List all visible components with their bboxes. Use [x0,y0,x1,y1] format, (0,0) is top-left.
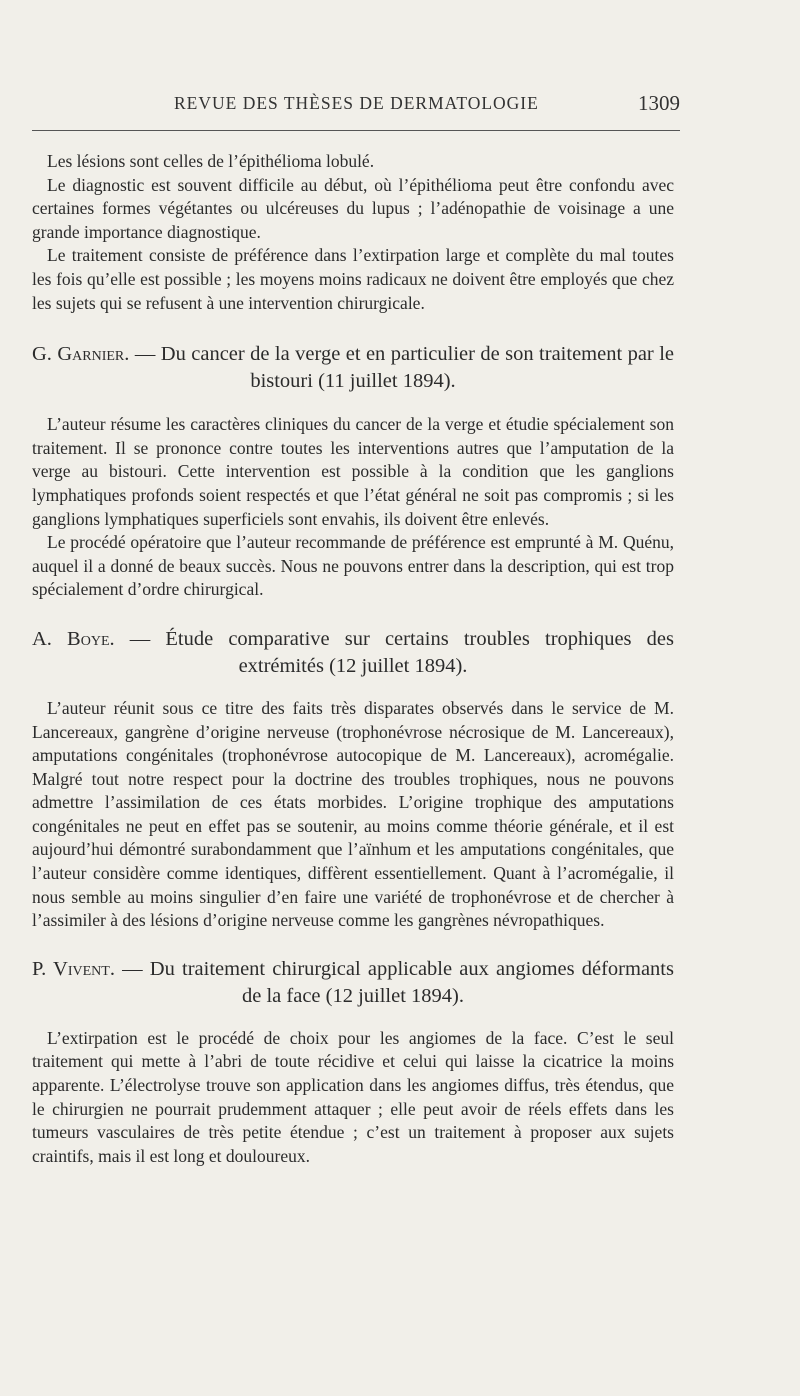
intro-paragraph-1: Les lésions sont celles de l’épithélioma lobulé. [47,151,375,171]
article-heading-vivent [32,956,674,1010]
article-author: A. Boye. [32,627,115,650]
article-heading-boye [32,626,674,680]
article-title: — Du traitement chirurgical applicable aux angiomes déformants de la face (12 juillet 1894). [114,957,674,1007]
header-rule [32,130,680,131]
article-author: G. Garnier. [32,343,130,366]
article-paragraph: L’extirpation est le procédé de choix pour les angiomes de la face. C’est le seul traitement qui mette à l’abri de toute récidive et celui qui laisse la cicatrice la moins apparente. L’électrolyse trouve son application dans les angiomes diffus, très étendus, que le chirurgien ne pourrait prudemment attaquer ; elle peut avoir de réels effets dans les tumeurs vasculaires de très petite étendue ; c’est un traitement à proposer aux sujets craintifs, mais il est long et douloureux. [32,1027,674,1166]
article-paragraph: L’auteur réunit sous ce titre des faits très disparates observés dans le service de M. Lancereaux, gangrène d’origine nerveuse (trophonévrose nécrosique de M. Lancereaux), amputations congénitales (trophonévrose autocopique de M. Lancereaux), acromégalie. Malgré tout notre respect pour la doctrine des troubles trophiques, nous ne pouvons admettre l’assimilation de ces états morbides. L’origine trophique des amputations congénitales ne peut en effet pas se soutenir, au moins comme théorie générale, et il est aujourd’hui démontré surabondamment que l’aïnhum et les amputations congénitales, que l’auteur considère comme identiques, diffèrent essentiellement. Quant à l’acromégalie, il nous semble au moins singulier d’en faire une variété de trophonévrose et de chercher à l’assimiler à des lésions d’origine nerveuse comme les gangrènes névropathiques. [32,697,674,931]
article-title: — Du cancer de la verge et en particulier de son traitement par le bistouri (11 juillet 1894). [129,343,674,393]
page-body [32,150,674,1168]
page-header [32,93,680,121]
intro-paragraph-3: Le traitement consiste de préférence dans l’extirpation large et complète du mal toutes les fois qu’elle est possible ; les moyens moins radicaux ne doivent être employés que chez les sujets qui se refusent à une intervention chirurgicale. [32,245,674,313]
article-heading-garnier [32,341,674,395]
article-paragraph: Le procédé opératoire que l’auteur recommande de préférence est emprunté à M. Quénu, auquel il a donné de beaux succès. Nous ne pouvons entrer dans la description, qui est trop spécialement d’ordre chirurgical. [32,532,674,600]
article-title: — Étude comparative sur certains troubles trophiques des extrémités (12 juillet 1894). [114,627,674,677]
running-title: REVUE DES THÈSES DE DERMATOLOGIE [174,93,539,113]
article-author: P. Vivent. [32,957,115,980]
page-number: 1309 [638,91,680,115]
intro-paragraph-2: Le diagnostic est souvent difficile au début, où l’épithélioma peut être confondu avec certaines formes végétantes ou ulcéreuses du lupus ; l’adénopathie de voisinage a une grande importance diagnostique. [32,174,674,242]
article-paragraph: L’auteur résume les caractères cliniques du cancer de la verge et étudie spécialement son traitement. Il se prononce contre toutes les interventions autres que l’amputation de la verge au bistouri. Cette intervention est possible à la condition que les ganglions lymphatiques profonds soient respectés et que l’état général ne soit pas compromis ; si les ganglions lymphatiques superficiels sont envahis, ils doivent être enlevés. [32,414,674,529]
